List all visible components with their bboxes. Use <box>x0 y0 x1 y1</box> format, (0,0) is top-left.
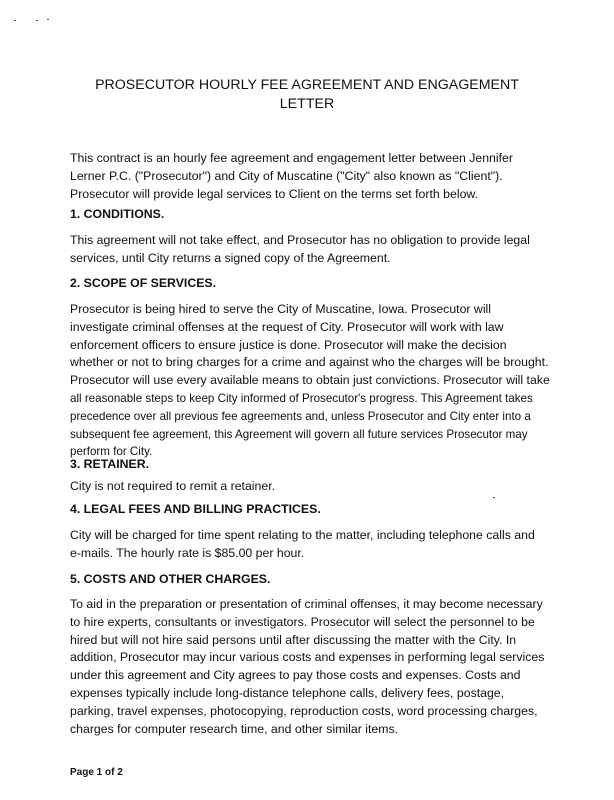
intro-paragraph <box>70 150 590 203</box>
text-line: Lerner P.C. ("Prosecutor") and City of Muscatine ("City" also known as "Client"). <box>70 168 503 183</box>
title-line: LETTER <box>279 96 335 112</box>
section-heading-costs: 5. COSTS AND OTHER CHARGES. <box>70 572 271 586</box>
text-line: This contract is an hourly fee agreement and engagement letter between Jennifer <box>70 151 513 165</box>
section-body-scope <box>70 301 590 461</box>
section-heading-conditions: 1. CONDITIONS. <box>70 207 165 221</box>
text-line: enforcement officers to ensure justice is done. Prosecutor will make the decision <box>70 337 507 352</box>
text-line: City will be charged for time spent relating to the matter, including telephone calls and <box>70 528 535 542</box>
text-line: Prosecutor will use every available means to obtain just convictions. Prosecutor will take <box>70 373 550 388</box>
text-line: services, until City returns a signed copy of the Agreement. <box>70 250 391 265</box>
text-line: e-mails. The hourly rate is $85.00 per hour. <box>70 545 305 560</box>
text-line: whether or not to bring charges for a crime and against who the charges will be brought. <box>70 355 549 370</box>
text-line: precedence over all previous fee agreements and, unless Prosecutor and City enter into a <box>70 409 531 423</box>
section-body-conditions <box>70 232 590 268</box>
section-heading-retainer: 3. RETAINER. <box>70 457 150 471</box>
text-line: This agreement will not take effect, and Prosecutor has no obligation to provide legal <box>70 233 530 247</box>
text-line: investigate criminal offenses at the request of City. Prosecutor will work with law <box>70 319 504 334</box>
title-line: PROSECUTOR HOURLY FEE AGREEMENT AND ENGAGEMENT <box>95 77 519 93</box>
scan-speck <box>36 20 38 21</box>
text-line: parking, travel expenses, photocopying, reproduction costs, word processing charges, <box>70 703 538 718</box>
text-line: subsequent fee agreement, this Agreement will govern all future services Prosecutor may <box>70 427 528 441</box>
scan-speck <box>47 19 49 20</box>
section-heading-legal-fees: 4. LEGAL FEES AND BILLING PRACTICES. <box>70 502 321 516</box>
text-line: addition, Prosecutor may incur various costs and expenses in performing legal services <box>70 650 545 665</box>
text-line: hired but will not hire said persons until after discussing the matter with the City. In <box>70 632 517 647</box>
text-line: all reasonable steps to keep City informed of Prosecutor's progress. This Agreement takes <box>70 391 533 405</box>
scan-speck <box>14 20 16 21</box>
text-line: perform for City. <box>70 445 153 459</box>
section-body-costs <box>70 596 590 738</box>
text-line: Prosecutor is being hired to serve the City of Muscatine, Iowa. Prosecutor will <box>70 302 492 316</box>
section-heading-scope: 2. SCOPE OF SERVICES. <box>70 276 217 290</box>
text-line: To aid in the preparation or presentation of criminal offenses, it may become necessary <box>70 597 543 611</box>
text-line: expenses typically include long-distance telephone calls, delivery fees, postage, <box>70 685 505 700</box>
text-line: charges for computer research time, and other similar items. <box>70 721 399 736</box>
section-body-legal-fees <box>70 527 590 563</box>
text-line: under this agreement and City agrees to pay those costs and expenses. Costs and <box>70 668 521 683</box>
text-line: City is not required to remit a retainer. <box>70 479 276 493</box>
scan-speck <box>493 497 495 498</box>
section-body-retainer <box>70 478 590 496</box>
page-number: Page 1 of 2 <box>70 767 123 778</box>
text-line: Prosecutor will provide legal services to Client on the terms set forth below. <box>70 186 479 201</box>
text-line: to hire experts, consultants or investigators. Prosecutor will select the personnel to be <box>70 614 535 629</box>
document-title <box>60 76 554 114</box>
